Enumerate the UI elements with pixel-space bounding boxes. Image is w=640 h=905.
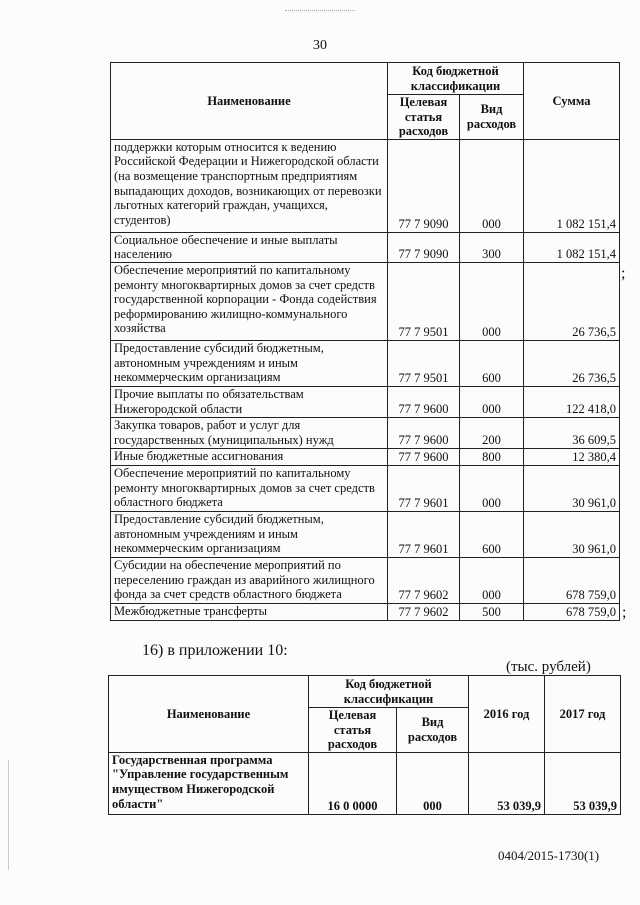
row-kind: 200	[460, 417, 524, 448]
row-code: 77 7 9601	[388, 465, 460, 511]
header-code-group: Код бюджетной классификации	[388, 63, 524, 95]
row-kind: 000	[460, 557, 524, 603]
row-name: Закупка товаров, работ и услуг для государственных (муниципальных) нужд	[111, 417, 388, 448]
row-sum: 12 380,4	[524, 448, 620, 465]
row-kind: 000	[460, 262, 524, 340]
row-code: 77 7 9501	[388, 262, 460, 340]
row-name: Прочие выплаты по обязательствам Нижегородской области	[111, 386, 388, 417]
row-code: 77 7 9600	[388, 448, 460, 465]
row-code: 77 7 9602	[388, 603, 460, 620]
table-row	[111, 557, 620, 603]
table-row	[111, 465, 620, 511]
row-sum: 1 082 151,4	[524, 139, 620, 232]
scan-artifact	[285, 10, 355, 11]
scan-edge-line	[8, 760, 10, 870]
row-sum: 122 418,0	[524, 386, 620, 417]
row-code: 77 7 9600	[388, 386, 460, 417]
row-kind: 300	[460, 232, 524, 262]
appendix-10-table	[108, 675, 621, 815]
header-name: Наименование	[109, 676, 309, 753]
row-name: Обеспечение мероприятий по капитальному ремонту многоквартирных домов за счет средств областного бюджета	[111, 465, 388, 511]
row-sum: 26 736,5	[524, 340, 620, 386]
page-number: 30	[313, 38, 327, 53]
semicolon-mark: ;	[622, 604, 627, 621]
header-target: Целевая статья расходов	[388, 95, 460, 140]
table-row	[111, 340, 620, 386]
table-row	[111, 386, 620, 417]
header-2016: 2016 год	[469, 676, 545, 753]
row-kind: 000	[460, 139, 524, 232]
table-row	[111, 603, 620, 620]
row-kind: 600	[460, 511, 524, 557]
row-sum: 678 759,0	[524, 557, 620, 603]
row-sum: 26 736,5	[524, 262, 620, 340]
row-code: 77 7 9601	[388, 511, 460, 557]
header-code-group: Код бюджетной классификации	[309, 676, 469, 708]
row-sum: 1 082 151,4	[524, 232, 620, 262]
table-row	[111, 262, 620, 340]
row-kind: 000	[460, 465, 524, 511]
row-sum: 678 759,0	[524, 603, 620, 620]
row-kind: 600	[460, 340, 524, 386]
row-name: поддержки которым относится к ведению Российской Федерации и Нижегородской области (на возмещение транспортным предприятиям выпадающих доходов, возникающих от перевозки льготных категорий граждан, учащихся, студентов)	[111, 139, 388, 232]
table-row	[111, 511, 620, 557]
semicolon-mark: ;	[621, 265, 626, 282]
row-sum: 36 609,5	[524, 417, 620, 448]
row-name: Иные бюджетные ассигнования	[111, 448, 388, 465]
table-row	[109, 752, 621, 814]
row-code: 77 7 9600	[388, 417, 460, 448]
header-kind: Вид расходов	[397, 708, 469, 753]
row-name: Межбюджетные трансферты	[111, 603, 388, 620]
row-name: Предоставление субсидий бюджетным, автономным учреждениям и иным некоммерческим организациям	[111, 511, 388, 557]
document-id: 0404/2015-1730(1)	[498, 848, 600, 863]
header-2017: 2017 год	[545, 676, 621, 753]
row-kind: 000	[397, 752, 469, 814]
table-row	[111, 232, 620, 262]
units-note: (тыс. рублей)	[506, 659, 591, 675]
row-name: Субсидии на обеспечение мероприятий по переселению граждан из аварийного жилищного фонда за счет средств областного бюджета	[111, 557, 388, 603]
row-code: 77 7 9602	[388, 557, 460, 603]
row-code: 77 7 9090	[388, 232, 460, 262]
row-code: 77 7 9501	[388, 340, 460, 386]
table-row	[111, 139, 620, 232]
expenditure-table	[110, 62, 620, 621]
row-kind: 500	[460, 603, 524, 620]
row-2017: 53 039,9	[545, 752, 621, 814]
row-2016: 53 039,9	[469, 752, 545, 814]
header-target: Целевая статья расходов	[309, 708, 397, 753]
row-sum: 30 961,0	[524, 465, 620, 511]
row-kind: 800	[460, 448, 524, 465]
row-code: 77 7 9090	[388, 139, 460, 232]
row-name: Обеспечение мероприятий по капитальному ремонту многоквартирных домов за счет средств государственной корпорации - Фонда содействия реформированию жилищно-коммунального хозяйства	[111, 262, 388, 340]
row-name: Социальное обеспечение и иные выплаты населению	[111, 232, 388, 262]
row-name: Государственная программа "Управление государственным имуществом Нижегородской области"	[109, 752, 309, 814]
header-sum: Сумма	[524, 63, 620, 140]
row-code: 16 0 0000	[309, 752, 397, 814]
row-kind: 000	[460, 386, 524, 417]
header-kind: Вид расходов	[460, 95, 524, 140]
table-row	[111, 417, 620, 448]
row-name: Предоставление субсидий бюджетным, автономным учреждениям и иным некоммерческим организациям	[111, 340, 388, 386]
section-title: 16) в приложении 10:	[142, 642, 288, 659]
header-name: Наименование	[111, 63, 388, 140]
row-sum: 30 961,0	[524, 511, 620, 557]
table-row	[111, 448, 620, 465]
